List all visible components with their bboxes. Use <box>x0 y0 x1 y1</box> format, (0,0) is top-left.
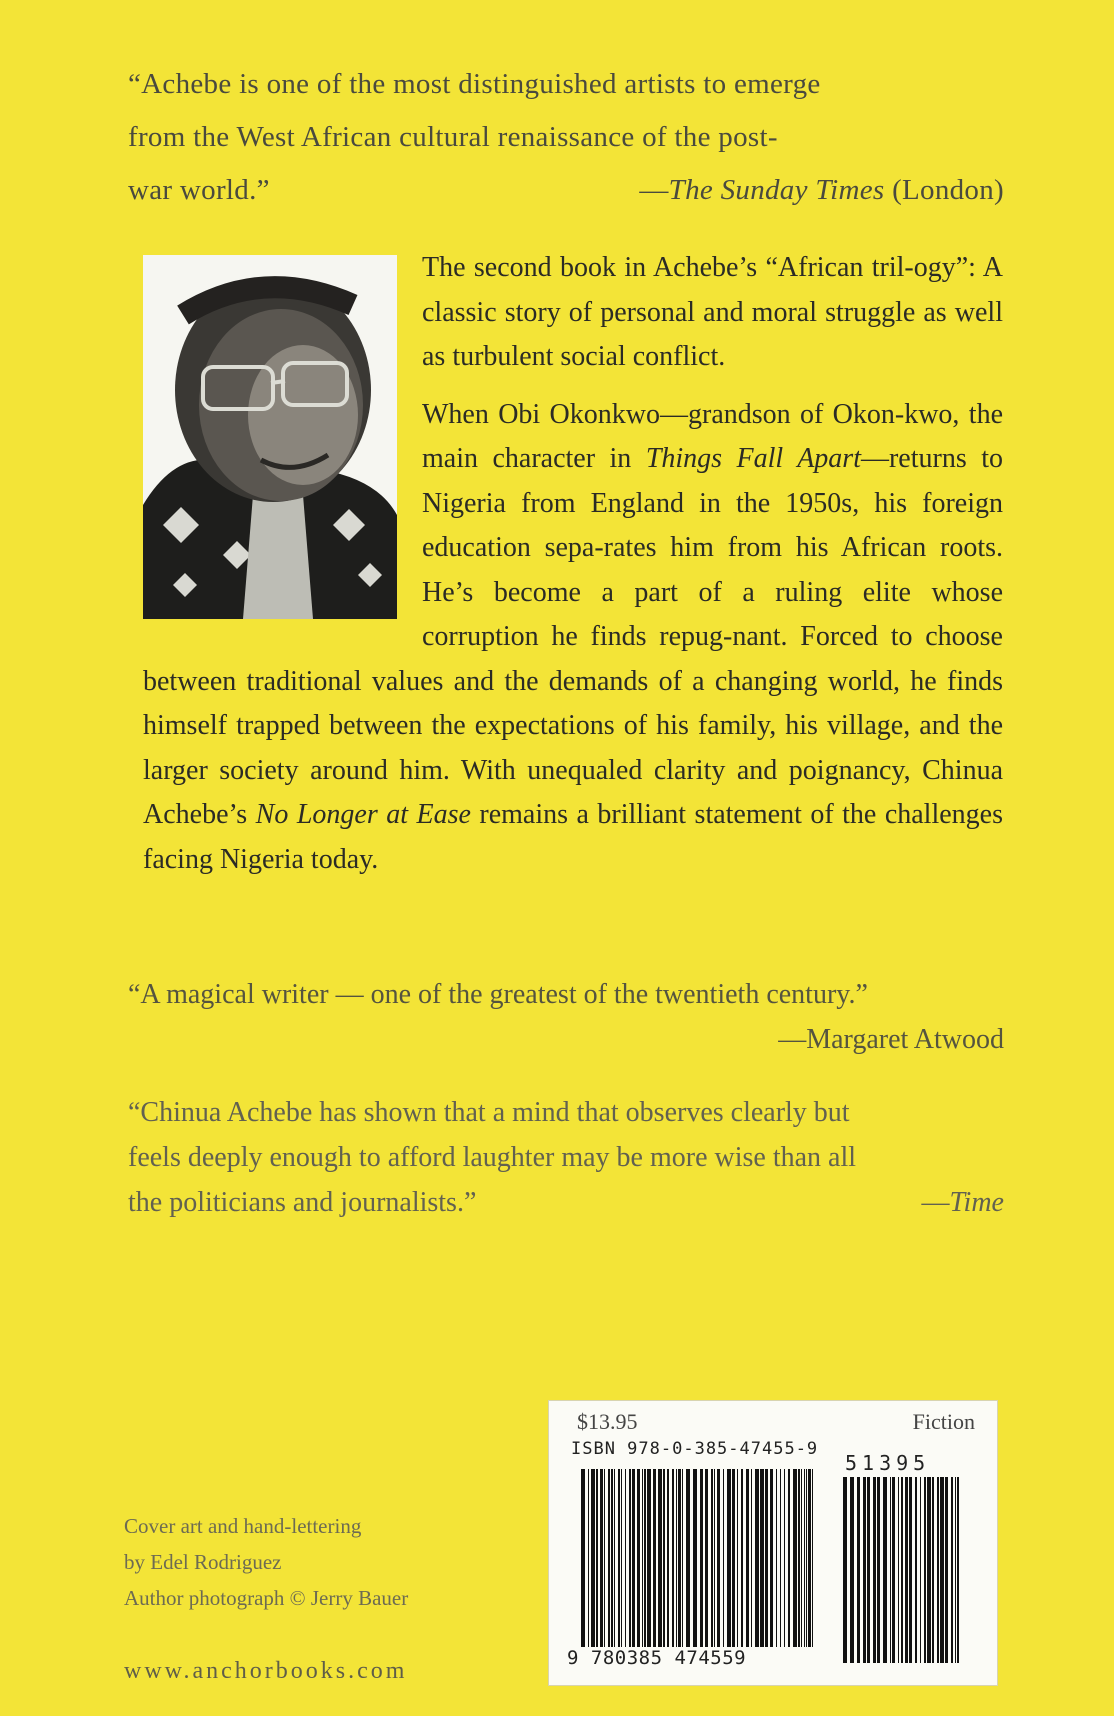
barcode-digits: 9 780385 474559 <box>567 1647 747 1669</box>
barcode-bar <box>877 1477 880 1663</box>
barcode-bar <box>898 1477 899 1663</box>
barcode-bar <box>588 1469 589 1647</box>
barcode-bar <box>924 1477 926 1663</box>
quote-line: from the West African cultural renaissance of the post- <box>128 121 778 153</box>
barcode-bar <box>798 1469 800 1647</box>
barcode-bar <box>751 1469 752 1647</box>
barcode-bar <box>647 1469 651 1647</box>
isbn-number: ISBN 978-0-385-47455-9 <box>571 1439 819 1459</box>
barcode-bar <box>793 1469 797 1647</box>
barcode-bar <box>945 1477 948 1663</box>
barcode-label <box>548 1400 998 1686</box>
barcode-bar <box>812 1469 813 1647</box>
barcode-bar <box>682 1469 683 1647</box>
barcode-bar <box>686 1469 690 1647</box>
barcode-bar <box>780 1469 781 1647</box>
quote-final-row <box>128 164 1004 217</box>
barcode-bar <box>808 1469 811 1647</box>
barcode-bar <box>591 1469 595 1647</box>
barcode-bar <box>850 1477 854 1663</box>
barcode-bar <box>937 1477 939 1663</box>
barcode-bar <box>863 1477 866 1663</box>
quote-attribution <box>922 1180 1004 1225</box>
quote-attribution: —Margaret Atwood <box>778 1024 1004 1055</box>
barcode-bar <box>951 1477 953 1663</box>
barcode-bar <box>596 1469 598 1647</box>
attribution-dash: — <box>921 1187 950 1218</box>
barcode-bar <box>644 1469 646 1647</box>
quote-margaret-atwood <box>128 972 1004 1062</box>
barcode-bar <box>883 1477 887 1663</box>
barcode-bar <box>955 1477 956 1663</box>
barcode-bar <box>857 1477 860 1663</box>
price: $13.95 <box>577 1409 638 1434</box>
barcode-bar <box>608 1469 610 1647</box>
barcode-bar <box>940 1477 944 1663</box>
book-title-reference: Things Fall Apart <box>645 443 861 474</box>
barcode-bar <box>663 1469 665 1647</box>
barcode-bar <box>873 1477 876 1663</box>
barcode-bar <box>621 1469 622 1647</box>
barcode-bar <box>867 1477 870 1663</box>
barcode-bar <box>905 1477 908 1663</box>
barcode-bar <box>600 1469 603 1647</box>
barcode-bar <box>843 1477 847 1663</box>
barcode-bar <box>788 1469 790 1647</box>
credit-line: Author photograph © Jerry Bauer <box>124 1586 409 1610</box>
barcode-bar <box>892 1477 895 1663</box>
barcode-bar <box>890 1477 891 1663</box>
barcode-bar <box>714 1469 715 1647</box>
barcode-bar <box>629 1469 631 1647</box>
quote-final-row <box>128 1180 1004 1225</box>
quote-sunday-times <box>128 58 1004 217</box>
book-description <box>143 246 1003 882</box>
barcode-bar <box>957 1477 959 1663</box>
genre: Fiction <box>912 1409 975 1434</box>
barcode-bar <box>614 1469 615 1647</box>
quote-line: “Chinua Achebe has shown that a mind that observes clearly but <box>128 1097 850 1128</box>
barcode-bar <box>658 1469 662 1647</box>
barcode-bar <box>667 1469 669 1647</box>
barcode-bar <box>678 1469 681 1647</box>
attribution-place: (London) <box>884 174 1004 206</box>
credit-line: by Edel Rodriguez <box>124 1550 282 1574</box>
cover-credits <box>124 1508 408 1616</box>
barcode-bar <box>581 1469 585 1647</box>
credit-line: Cover art and hand-lettering <box>124 1514 362 1538</box>
barcode-bar <box>642 1469 643 1647</box>
quote-line: war world.” <box>128 174 270 206</box>
barcode-bar <box>909 1477 912 1663</box>
barcode-bar <box>920 1477 921 1663</box>
price-addon-barcode <box>843 1477 961 1663</box>
barcode-bar <box>737 1469 738 1647</box>
barcode-bar <box>806 1469 807 1647</box>
isbn-barcode <box>581 1469 817 1647</box>
barcode-bar <box>915 1477 917 1663</box>
addon-number: 51395 <box>845 1451 931 1475</box>
barcode-bar <box>801 1469 802 1647</box>
barcode-bar <box>770 1469 773 1647</box>
barcode-bar <box>927 1477 931 1663</box>
barcode-bar <box>618 1469 620 1647</box>
quote-attribution <box>639 164 1004 217</box>
barcode-bar <box>741 1469 743 1647</box>
paragraph-text: remains a brilliant statement of the challenges facing Nigeria today. <box>143 799 1003 875</box>
paragraph-text: When Obi Okonkwo—grandson of Okon-kwo, the main character in <box>422 398 1003 474</box>
barcode-bar <box>672 1469 674 1647</box>
barcode-bar <box>804 1469 805 1647</box>
quote-line: “Achebe is one of the most distinguished artists to emerge <box>128 68 821 100</box>
barcode-bar <box>632 1469 635 1647</box>
barcode-bar <box>693 1469 697 1647</box>
barcode-bar <box>727 1469 731 1647</box>
description-paragraph-1: The second book in Achebe’s “African tril-ogy”: A classic story of personal and moral struggle as well as turbulent social conflict. <box>422 252 1003 372</box>
barcode-bar <box>765 1469 768 1647</box>
paragraph-text: —returns to Nigeria from England in the 1950s, his foreign education sepa-rates him from his African roots. He’s become a part of a ruling elite whose corruption he finds repug-nant. Forced to choose between traditional values and the demands of a changing world, he finds himself trapped between the expectations of his family, his village, and the larger society around him. With unequaled clarity and poignancy, Chinua Achebe’s <box>143 443 1004 830</box>
barcode-bar <box>723 1469 724 1647</box>
barcode-bar <box>711 1469 713 1647</box>
barcode-bar <box>676 1469 677 1647</box>
barcode-bar <box>746 1469 749 1647</box>
barcode-bar <box>784 1469 785 1647</box>
attribution-source: The Sunday Times <box>668 174 885 206</box>
book-title-reference: No Longer at Ease <box>255 799 471 830</box>
barcode-bar <box>776 1469 777 1647</box>
barcode-bar <box>604 1469 605 1647</box>
publisher-website[interactable]: www.anchorbooks.com <box>124 1658 408 1684</box>
attribution-source: Time <box>949 1187 1004 1218</box>
barcode-bar <box>760 1469 764 1647</box>
attribution-dash: — <box>639 174 669 206</box>
barcode-bar <box>732 1469 735 1647</box>
quote-line: feels deeply enough to afford laughter may be more wise than all <box>128 1142 857 1173</box>
barcode-bar <box>901 1477 903 1663</box>
photo-spacer <box>143 246 422 628</box>
barcode-bar <box>700 1469 703 1647</box>
barcode-bar <box>705 1469 708 1647</box>
barcode-bar <box>653 1469 656 1647</box>
barcode-bar <box>611 1469 613 1647</box>
barcode-bar <box>625 1469 626 1647</box>
barcode-bar <box>637 1469 640 1647</box>
quote-time <box>128 1090 1004 1225</box>
quote-line: “A magical writer — one of the greatest of the twentieth century.” <box>128 979 868 1010</box>
barcode-bar <box>717 1469 720 1647</box>
barcode-bar <box>755 1469 759 1647</box>
barcode-bar <box>932 1477 934 1663</box>
quote-line: the politicians and journalists.” <box>128 1187 477 1218</box>
